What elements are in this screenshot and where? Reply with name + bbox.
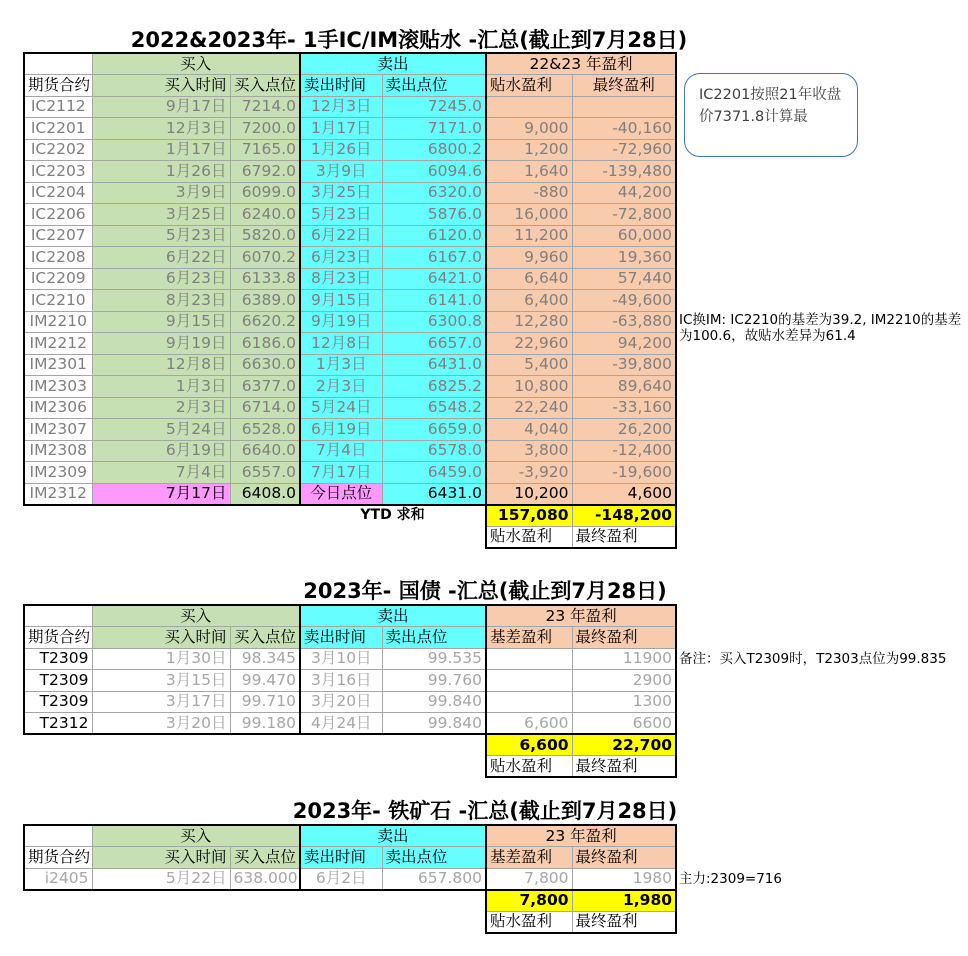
ytd-discount-total: 157,080 [486,505,572,527]
sell-date-cell: 6月23日 [300,247,382,269]
table-row [24,376,676,398]
final-profit-cell: -49,600 [572,290,676,312]
col-contract: 期货合约 [24,627,92,649]
col-final-profit: 最终盈利 [572,847,676,869]
sell-date-cell: 8月23日 [300,268,382,290]
final-profit-cell: 57,440 [572,268,676,290]
contract-cell: IM2307 [24,419,92,441]
col-buy-price: 买入点位 [230,75,300,97]
table-row [24,311,676,333]
sell-date-cell: 9月19日 [300,311,382,333]
contract-cell: IC2201 [24,118,92,140]
buy-date-cell: 6月22日 [92,247,230,269]
contract-cell: IC2210 [24,290,92,312]
discount-profit-cell: 1,640 [486,161,572,183]
total-row [24,505,676,527]
discount-profit-cell: 1,200 [486,139,572,161]
final-profit-cell: -33,160 [572,397,676,419]
final-profit-cell: -63,880 [572,311,676,333]
contract-cell: IC2206 [24,204,92,226]
contract-cell: T2309 [24,691,92,713]
contract-cell: IM2312 [24,483,92,505]
sell-price-cell: 99.760 [382,670,486,692]
col-sell-date: 卖出时间 [300,627,382,649]
contract-cell: IC2112 [24,96,92,118]
sell-date-cell: 3月20日 [300,691,382,713]
buy-date-cell: 6月19日 [92,440,230,462]
discount-profit-cell: -3,920 [486,462,572,484]
buy-date-cell: 7月4日 [92,462,230,484]
sell-date-cell: 5月23日 [300,204,382,226]
col-basis-profit: 基差盈利 [486,847,572,869]
buy-date-cell: 8月23日 [92,290,230,312]
sell-price-cell: 6800.2 [382,139,486,161]
group-header-row [24,825,676,847]
basis-total: 6,600 [486,734,572,756]
buy-date-cell: 1月3日 [92,376,230,398]
discount-profit-cell: 3,800 [486,440,572,462]
sell-price-cell: 6825.2 [382,376,486,398]
sell-price-cell: 5876.0 [382,204,486,226]
table-row [24,691,676,713]
sell-date-cell: 12月8日 [300,333,382,355]
col-discount-profit: 贴水盈利 [486,75,572,97]
discount-profit-cell: 22,240 [486,397,572,419]
sell-price-cell: 6659.0 [382,419,486,441]
section2-title: 2023年- 国债 -汇总(截止到7月28日) [303,579,667,603]
buy-price-cell: 6528.0 [230,419,300,441]
sell-price-cell: 7171.0 [382,118,486,140]
ic-im-switch-note: IC换IM: IC2210的基差为39.2, IM2210的基差为100.6，故贴水差异为61.4 [679,312,962,344]
buy-group-header: 买入 [92,605,300,627]
col-contract: 期货合约 [24,847,92,869]
discount-profit-cell: 9,000 [486,118,572,140]
col-buy-price: 买入点位 [230,847,300,869]
contract-cell: i2405 [24,868,92,890]
final-profit-cell: 94,200 [572,333,676,355]
final-profit-cell: 1980 [572,868,676,890]
buy-date-cell: 9月19日 [92,333,230,355]
buy-price-cell: 7165.0 [230,139,300,161]
basis-profit-cell: 6,600 [486,713,572,735]
buy-price-cell: 6714.0 [230,397,300,419]
column-header-row [24,847,676,869]
profit-group-header: 23 年盈利 [486,825,676,847]
contract-cell: IC2203 [24,161,92,183]
discount-profit-cell: 10,800 [486,376,572,398]
table-row [24,161,676,183]
footer-discount-label: 贴水盈利 [486,756,572,778]
contract-cell: IM2309 [24,462,92,484]
sell-date-cell: 9月15日 [300,290,382,312]
contract-cell: IM2306 [24,397,92,419]
buy-price-cell: 99.180 [230,713,300,735]
col-final-profit: 最终盈利 [572,627,676,649]
buy-date-cell: 5月23日 [92,225,230,247]
sell-price-cell: 99.840 [382,713,486,735]
final-profit-cell: 26,200 [572,419,676,441]
table-row [24,419,676,441]
contract-cell: IM2301 [24,354,92,376]
final-profit-cell: 19,360 [572,247,676,269]
buy-price-cell: 6133.8 [230,268,300,290]
treasury-note: 备注：买入T2309时，T2303点位为99.835 [679,651,947,667]
buy-price-cell: 6408.0 [230,483,300,505]
final-profit-cell: 4,600 [572,483,676,505]
basis-total: 7,800 [486,890,572,912]
sell-price-cell: 6167.0 [382,247,486,269]
table-row [24,354,676,376]
sell-group-header: 卖出 [300,825,486,847]
final-profit-cell: -39,800 [572,354,676,376]
sell-price-cell: 6141.0 [382,290,486,312]
table-row [24,713,676,735]
sell-date-cell: 5月24日 [300,397,382,419]
footer-label-row [24,756,676,778]
discount-profit-cell: 22,960 [486,333,572,355]
table-row [24,247,676,269]
sell-price-cell: 6320.0 [382,182,486,204]
footer-label-row [24,526,676,548]
buy-date-cell: 1月17日 [92,139,230,161]
discount-profit-cell: 6,640 [486,268,572,290]
ytd-final-total: -148,200 [572,505,676,527]
sell-price-cell: 99.840 [382,691,486,713]
sell-price-cell: 99.535 [382,648,486,670]
discount-profit-cell: 11,200 [486,225,572,247]
basis-profit-cell [486,648,572,670]
buy-date-cell: 3月9日 [92,182,230,204]
col-sell-date: 卖出时间 [300,847,382,869]
discount-profit-cell: -880 [486,182,572,204]
sell-price-cell: 6421.0 [382,268,486,290]
footer-final-label: 最终盈利 [572,756,676,778]
group-header-row [24,53,676,75]
buy-price-cell: 6377.0 [230,376,300,398]
group-header-row [24,605,676,627]
discount-profit-cell: 16,000 [486,204,572,226]
basis-profit-cell: 7,800 [486,868,572,890]
table-row [24,868,676,890]
buy-price-cell: 98.345 [230,648,300,670]
section3-title: 2023年- 铁矿石 -汇总(截止到7月28日) [292,799,678,823]
final-profit-cell: -72,800 [572,204,676,226]
contract-cell: T2312 [24,713,92,735]
buy-price-cell: 6186.0 [230,333,300,355]
col-sell-price: 卖出点位 [382,847,486,869]
buy-date-cell: 3月17日 [92,691,230,713]
total-row [24,890,676,912]
sell-date-cell: 7月17日 [300,462,382,484]
col-sell-price: 卖出点位 [382,75,486,97]
final-profit-cell: 2900 [572,670,676,692]
discount-profit-cell: 4,040 [486,419,572,441]
final-profit-cell: -72,960 [572,139,676,161]
sell-date-cell: 12月3日 [300,96,382,118]
contract-cell: IC2202 [24,139,92,161]
contract-cell: IC2209 [24,268,92,290]
profit-group-header: 22&23 年盈利 [486,53,676,75]
col-basis-profit: 基差盈利 [486,627,572,649]
col-buy-date: 买入时间 [92,75,230,97]
buy-price-cell: 99.470 [230,670,300,692]
col-sell-date: 卖出时间 [300,75,382,97]
contract-cell: IM2303 [24,376,92,398]
final-profit-cell: -12,400 [572,440,676,462]
table-row [24,648,676,670]
contract-cell: IM2210 [24,311,92,333]
sell-group-header: 卖出 [300,53,486,75]
final-profit-cell: 60,000 [572,225,676,247]
sell-price-cell: 6578.0 [382,440,486,462]
profit-group-header: 23 年盈利 [486,605,676,627]
final-profit-cell: 89,640 [572,376,676,398]
buy-group-header: 买入 [92,825,300,847]
treasury-bond-table [23,604,677,778]
buy-price-cell: 638.000 [230,868,300,890]
sell-date-cell: 6月19日 [300,419,382,441]
buy-price-cell: 6389.0 [230,290,300,312]
buy-date-cell: 5月22日 [92,868,230,890]
buy-date-cell: 3月20日 [92,713,230,735]
contract-cell: IC2207 [24,225,92,247]
section1-title: 2022&2023年- 1手IC/IM滚贴水 -汇总(截止到7月28日) [130,28,688,52]
footer-discount-label: 贴水盈利 [486,911,572,933]
contract-cell: IM2308 [24,440,92,462]
discount-profit-cell: 10,200 [486,483,572,505]
buy-date-cell: 9月15日 [92,311,230,333]
contract-cell: T2309 [24,670,92,692]
col-buy-date: 买入时间 [92,627,230,649]
buy-date-cell: 12月3日 [92,118,230,140]
total-row [24,734,676,756]
sell-date-cell: 今日点位 [300,483,382,505]
sell-date-cell: 3月16日 [300,670,382,692]
sell-price-cell: 6120.0 [382,225,486,247]
sell-price-cell: 7245.0 [382,96,486,118]
buy-price-cell: 6620.2 [230,311,300,333]
sell-date-cell: 6月2日 [300,868,382,890]
footer-label-row [24,911,676,933]
table-row [24,96,676,118]
contract-cell: IM2212 [24,333,92,355]
sell-price-cell: 6094.6 [382,161,486,183]
table-row [24,462,676,484]
col-buy-price: 买入点位 [230,627,300,649]
sell-date-cell: 1月26日 [300,139,382,161]
buy-price-cell: 6099.0 [230,182,300,204]
buy-price-cell: 99.710 [230,691,300,713]
table-row [24,483,676,505]
col-sell-price: 卖出点位 [382,627,486,649]
col-contract: 期货合约 [24,75,92,97]
sell-date-cell: 3月10日 [300,648,382,670]
final-profit-cell: -40,160 [572,118,676,140]
final-profit-cell: 6600 [572,713,676,735]
callout-note: IC2201按照21年收盘价7371.8计算最 [684,73,858,157]
table-row [24,118,676,140]
table-row [24,397,676,419]
sell-date-cell: 7月4日 [300,440,382,462]
buy-price-cell: 6557.0 [230,462,300,484]
contract-cell: IC2208 [24,247,92,269]
buy-date-cell: 3月15日 [92,670,230,692]
sell-date-cell: 1月3日 [300,354,382,376]
sell-date-cell: 3月25日 [300,182,382,204]
sell-date-cell: 3月9日 [300,161,382,183]
sell-group-header: 卖出 [300,605,486,627]
ytd-total-label: YTD 求和 [360,507,425,524]
sell-price-cell: 6459.0 [382,462,486,484]
discount-profit-cell: 9,960 [486,247,572,269]
buy-date-cell: 1月30日 [92,648,230,670]
table-row [24,440,676,462]
footer-discount-label: 贴水盈利 [486,526,572,548]
basis-profit-cell [486,691,572,713]
buy-price-cell: 7200.0 [230,118,300,140]
table-row [24,670,676,692]
final-profit-cell: 11900 [572,648,676,670]
buy-date-cell: 2月3日 [92,397,230,419]
contract-cell: T2309 [24,648,92,670]
col-buy-date: 买入时间 [92,847,230,869]
contract-cell: IC2204 [24,182,92,204]
buy-date-cell: 3月25日 [92,204,230,226]
basis-profit-cell [486,670,572,692]
buy-date-cell: 7月17日 [92,483,230,505]
final-profit-cell: -19,600 [572,462,676,484]
table-row [24,182,676,204]
iron-ore-note: 主力:2309=716 [679,871,782,887]
buy-date-cell: 9月17日 [92,96,230,118]
buy-price-cell: 6792.0 [230,161,300,183]
final-profit-cell: 44,200 [572,182,676,204]
col-final-profit: 最终盈利 [572,75,676,97]
table-row [24,333,676,355]
table-row [24,225,676,247]
buy-price-cell: 6070.2 [230,247,300,269]
column-header-row [24,627,676,649]
buy-price-cell: 6630.0 [230,354,300,376]
final-profit-cell: -139,480 [572,161,676,183]
discount-profit-cell: 6,400 [486,290,572,312]
sell-price-cell: 6548.2 [382,397,486,419]
sell-date-cell: 4月24日 [300,713,382,735]
final-total: 22,700 [572,734,676,756]
column-header-row [24,75,676,97]
buy-date-cell: 5月24日 [92,419,230,441]
table-row [24,290,676,312]
buy-date-cell: 12月8日 [92,354,230,376]
final-total: 1,980 [572,890,676,912]
discount-profit-cell: 5,400 [486,354,572,376]
final-profit-cell [572,96,676,118]
buy-group-header: 买入 [92,53,300,75]
buy-date-cell: 1月26日 [92,161,230,183]
discount-profit-cell: 12,280 [486,311,572,333]
buy-price-cell: 6240.0 [230,204,300,226]
sell-date-cell: 6月22日 [300,225,382,247]
sell-date-cell: 1月17日 [300,118,382,140]
footer-final-label: 最终盈利 [572,526,676,548]
sell-price-cell: 6657.0 [382,333,486,355]
sell-price-cell: 657.800 [382,868,486,890]
final-profit-cell: 1300 [572,691,676,713]
buy-price-cell: 5820.0 [230,225,300,247]
buy-price-cell: 6640.0 [230,440,300,462]
buy-date-cell: 6月23日 [92,268,230,290]
discount-profit-cell [486,96,572,118]
iron-ore-table [23,824,677,934]
table-row [24,268,676,290]
sell-price-cell: 6300.8 [382,311,486,333]
table-row [24,204,676,226]
sell-price-cell: 6431.0 [382,354,486,376]
sell-date-cell: 2月3日 [300,376,382,398]
table-row [24,139,676,161]
sell-price-cell: 6431.0 [382,483,486,505]
footer-final-label: 最终盈利 [572,911,676,933]
ic-im-rollover-table [23,52,677,549]
buy-price-cell: 7214.0 [230,96,300,118]
